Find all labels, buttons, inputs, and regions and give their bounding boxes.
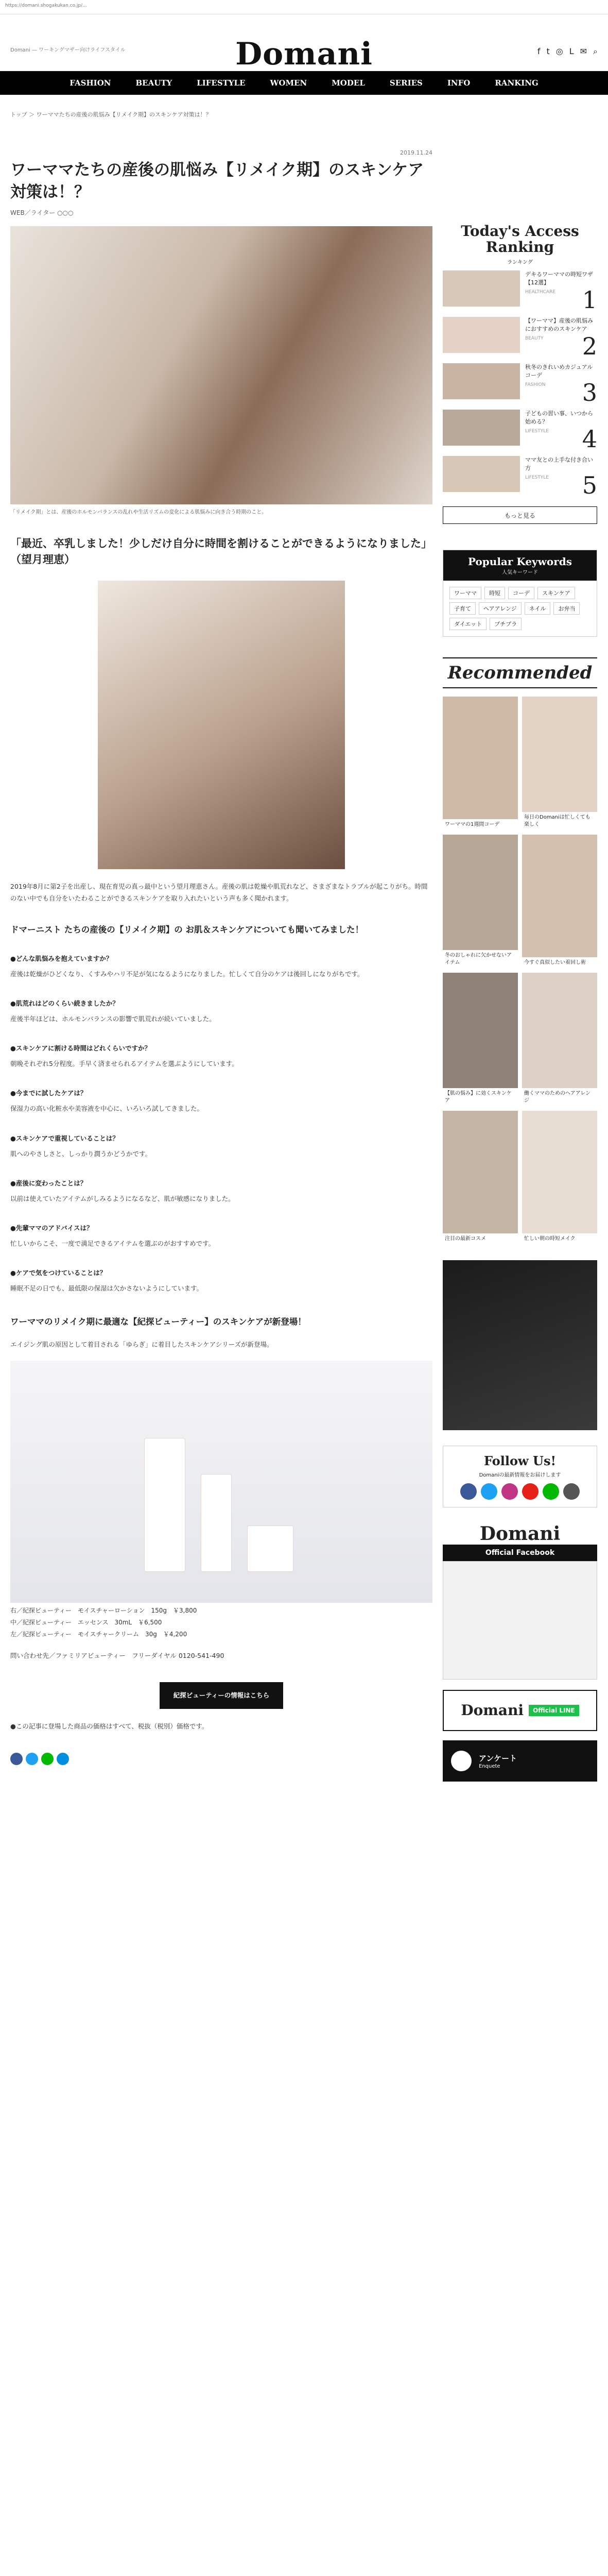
ranking-subtitle: ランキング: [507, 259, 533, 265]
qa-answer: 肌へのやさしさと、しっかり潤うかどうかです。: [10, 1149, 152, 1158]
mail-icon[interactable]: [563, 1483, 580, 1500]
recommended-text: 注目の最新コスメ: [443, 1233, 518, 1245]
portrait-photo: [98, 581, 345, 869]
recommended-card[interactable]: [522, 835, 597, 969]
product-photo: [10, 1361, 432, 1603]
ranking-number: 5: [582, 471, 597, 499]
article-title: ワーママたちの産後の肌悩み【リメイク期】のスキンケア対策は！？: [10, 161, 424, 202]
keywords-title: Popular Keywords: [467, 555, 572, 568]
product-bottle: [201, 1474, 232, 1572]
qa-item: [10, 1268, 432, 1294]
facebook-icon[interactable]: f: [537, 46, 541, 56]
browser-url: https://domani.shogakukan.co.jp/...: [0, 0, 608, 14]
ranking-thumb: [443, 363, 520, 399]
popular-keywords: [443, 550, 597, 637]
ranking-title: Today's Access Ranking: [461, 223, 579, 256]
article-writer: WEB／ライター ○○○: [10, 209, 74, 216]
breadcrumb[interactable]: トップ ＞ ワーママたちの産後の肌悩み【リメイク期】のスキンケア対策は！？: [10, 111, 212, 118]
nav-model[interactable]: MODEL: [332, 78, 365, 88]
qa-answer: 産後半年ほどは、ホルモンバランスの影響で肌荒れが続いていました。: [10, 1015, 216, 1023]
line-banner-label: Official LINE: [529, 1705, 579, 1716]
keyword-tag[interactable]: ネイル: [525, 602, 551, 615]
ranking-number: 1: [582, 285, 597, 314]
qa-item: [10, 998, 432, 1025]
twitter-icon[interactable]: t: [546, 46, 550, 56]
product-bottle: [247, 1526, 293, 1572]
follow-us: [443, 1446, 597, 1507]
enquete-subtitle: Enquete: [479, 1763, 500, 1769]
ranking-more-button[interactable]: もっと見る: [443, 506, 597, 524]
recommended-card[interactable]: [443, 697, 518, 831]
product-intro: エイジング肌の原因として着目される「ゆらぎ」に着目したスキンケアシリーズが新登場。: [10, 1341, 273, 1349]
youtube-icon[interactable]: [522, 1483, 538, 1500]
product-item: 左／紀探ビューティー モイスチャークリーム 30g ￥4,200: [10, 1631, 187, 1638]
header-social-icons: [537, 46, 598, 57]
product-item: 中／紀探ビューティー エッセンス 30mL ￥6,500: [10, 1619, 162, 1626]
site-tagline: Domani — ワーキングマザー向けライフスタイル: [10, 47, 126, 53]
ranking-text: 子どもの習い事、いつから始める？: [525, 410, 593, 426]
ranking-thumb: [443, 410, 520, 446]
enquete-title: アンケート: [479, 1753, 517, 1763]
keyword-tag[interactable]: ダイエット: [449, 618, 487, 630]
qa-item: [10, 954, 432, 980]
facebook-widget: [443, 1523, 597, 1680]
ranking-item[interactable]: [443, 312, 597, 358]
qa-question: ●肌荒れはどのくらい続きましたか？: [10, 999, 119, 1008]
ranking-thumb: [443, 270, 520, 307]
qa-item: [10, 1088, 432, 1114]
product-bottle: [144, 1438, 185, 1572]
keyword-list: [443, 581, 597, 636]
keywords-header: [443, 550, 597, 581]
instagram-icon[interactable]: ◎: [555, 46, 563, 56]
search-icon[interactable]: ⌕: [593, 46, 598, 56]
product-info-button[interactable]: 紀探ビューティーの情報はこちら: [160, 1682, 283, 1709]
recommended-text: 毎日のDomaniは忙しくても楽しく: [522, 812, 597, 831]
facebook-widget-logo: Domani: [479, 1522, 561, 1545]
recommended-card[interactable]: [522, 1111, 597, 1245]
mail-icon[interactable]: ✉: [580, 46, 587, 56]
qa-question: ●スキンケアに割ける時間はどれくらいですか？: [10, 1044, 151, 1053]
qa-item: [10, 1133, 432, 1160]
ranking-number: 4: [582, 425, 597, 453]
follow-title: Follow Us!: [484, 1453, 556, 1468]
line-banner[interactable]: [443, 1690, 597, 1731]
recommended-card[interactable]: [443, 1111, 518, 1245]
ranking-text: デキるワーママの時短ワザ【12選】: [525, 270, 593, 286]
recommended-grid: [443, 697, 597, 1245]
qa-item: [10, 1178, 432, 1205]
recommended-text: 【肌の悩み】に効くスキンケア: [443, 1088, 518, 1107]
keyword-tag[interactable]: ヘアアレンジ: [479, 602, 522, 615]
keyword-tag[interactable]: プチプラ: [490, 618, 522, 630]
recommended-title: Recommended: [443, 657, 597, 688]
ranking-category: LIFESTYLE: [525, 428, 549, 434]
line-banner-logo: Domani: [461, 1702, 524, 1719]
keyword-tag[interactable]: お弁当: [553, 602, 580, 615]
sidebar: [443, 208, 597, 1782]
ranking-text: 秋冬のきれいめカジュアルコーデ: [525, 363, 593, 379]
qa-answer: 朝晩それぞれ5分程度。手早く済ませられるアイテムを選ぶようにしています。: [10, 1060, 238, 1068]
section-heading: ドマーニスト たちの産後の【リメイク期】の お肌＆スキンケアについても聞いてみました！: [10, 925, 364, 935]
hero-photo: [10, 226, 432, 504]
facebook-widget-bar: Official Facebook: [443, 1545, 597, 1561]
recommended-card[interactable]: [443, 973, 518, 1107]
keywords-subtitle: 人気キーワード: [502, 569, 538, 575]
qa-item: [10, 1043, 432, 1070]
qa-answer: 保湿力の高い化粧水や美容液を中心に、いろいろ試してきました。: [10, 1105, 204, 1113]
instagram-icon[interactable]: [501, 1483, 518, 1500]
article: [10, 95, 432, 1765]
follow-icons: [450, 1483, 589, 1500]
qa-question: ●先輩ママのアドバイスは？: [10, 1224, 93, 1232]
nav-info[interactable]: INFO: [447, 78, 471, 88]
hero-caption: 「リメイク期」とは、産後のホルモンバランスの乱れや生活リズムの変化による肌悩みに向き合う時期のこと。: [10, 509, 267, 515]
recommended-card[interactable]: [522, 697, 597, 831]
ranking-category: HEALTHCARE: [525, 289, 556, 295]
qa-question: ●今までに試したケアは？: [10, 1089, 87, 1097]
qa-answer: 以前は使えていたアイテムがしみるようになるなど、肌が敏感になりました。: [10, 1194, 235, 1202]
twitter-icon[interactable]: [481, 1483, 497, 1500]
recommended-card[interactable]: [522, 973, 597, 1107]
ranking-thumb: [443, 456, 520, 492]
interview-quote: 「最近、卒乳しました！少しだけ自分に時間を割けることができるようになりました」（望月理恵）: [10, 537, 432, 566]
keyword-tag[interactable]: 子育て: [449, 602, 476, 615]
qa-answer: 産後は乾燥がひどくなり、くすみやハリ不足が気になるようになりました。忙しくて自分のケアは後回しになりがちです。: [10, 970, 364, 978]
facebook-widget-body[interactable]: [443, 1561, 597, 1680]
recommended-text: 忙しい朝の時短メイク: [522, 1233, 597, 1245]
nav-series[interactable]: SERIES: [389, 78, 423, 88]
recommended-card[interactable]: [443, 835, 518, 969]
ranking-text: ママ友との上手な付き合い方: [525, 456, 593, 472]
nav-women[interactable]: WOMEN: [270, 78, 307, 88]
qa-question: ●スキンケアで重視していることは？: [10, 1134, 119, 1142]
ranking-thumb: [443, 317, 520, 353]
facebook-icon[interactable]: [460, 1483, 477, 1500]
twitter-share-icon[interactable]: [26, 1753, 38, 1765]
ranking-category: BEAUTY: [525, 335, 544, 341]
recommended-text: 冬のおしゃれに欠かせないアイテム: [443, 950, 518, 969]
enquete-icon: [451, 1751, 472, 1771]
ranking-item[interactable]: [443, 265, 597, 312]
qa-item: [10, 1223, 432, 1249]
nav-fashion[interactable]: FASHION: [70, 78, 111, 88]
recommended-text: 働くママのためのヘアアレンジ: [522, 1088, 597, 1107]
ranking-number: 3: [582, 378, 597, 406]
main-nav: [0, 71, 608, 95]
keyword-tag[interactable]: スキンケア: [537, 587, 575, 599]
product-heading: ワーママのリメイク期に最適な【紀探ビューティー】のスキンケアが新登場！: [10, 1317, 306, 1327]
nav-lifestyle[interactable]: LIFESTYLE: [197, 78, 246, 88]
follow-subtitle: Domaniの最新情報をお届けします: [479, 1472, 561, 1478]
nav-ranking[interactable]: RANKING: [495, 78, 538, 88]
keyword-tag[interactable]: 時短: [484, 587, 505, 599]
qa-answer: 忙しいからこそ、一度で満足できるアイテムを選ぶのがおすすめです。: [10, 1239, 215, 1247]
facebook-share-icon[interactable]: [10, 1753, 23, 1765]
ranking-number: 2: [582, 332, 597, 360]
price-footnote: ●この記事に登場した商品の価格はすべて、税抜（税別）価格です。: [10, 1722, 209, 1731]
recommended-text: ワーママの1週間コーデ: [443, 819, 518, 831]
line-icon[interactable]: [543, 1483, 559, 1500]
ranking-text: 【ワーママ】産後の肌悩みにおすすめのスキンケア: [525, 317, 593, 333]
ranking-block: [443, 224, 597, 524]
qa-question: ●産後に変わったことは？: [10, 1179, 87, 1187]
intro-paragraph: 2019年8月に第2子を出産し、現在育児の真っ最中という望月理恵さん。産後の肌は乾燥や肌荒れなど、さまざまなトラブルが起こりがち。時間のない中でも自分をいたわることができるスキンケアを取り入れたいという声も多く聞かれます。: [10, 882, 428, 902]
hatena-share-icon[interactable]: [57, 1753, 69, 1765]
share-buttons: [10, 1753, 432, 1765]
site-logo[interactable]: Domani: [235, 36, 373, 72]
site-header: [0, 14, 608, 71]
qa-question: ●どんな肌悩みを抱えていますか？: [10, 955, 113, 963]
keyword-tag[interactable]: ワーママ: [449, 587, 481, 599]
keyword-tag[interactable]: コーデ: [508, 587, 534, 599]
nav-beauty[interactable]: BEAUTY: [135, 78, 172, 88]
qa-question: ●ケアで気をつけていることは？: [10, 1268, 107, 1277]
ranking-item[interactable]: [443, 358, 597, 404]
enquete-banner[interactable]: [443, 1740, 597, 1782]
line-icon[interactable]: L: [569, 46, 574, 56]
contact-note: 問い合わせ先／ファミリアビューティー フリーダイヤル 0120-541-490: [10, 1652, 224, 1660]
product-item: 右／紀探ビューティー モイスチャーローション 150g ￥3,800: [10, 1607, 197, 1615]
ranking-item[interactable]: [443, 404, 597, 451]
ranking-category: FASHION: [525, 382, 546, 387]
article-date: 2019.11.24: [400, 149, 432, 156]
recommended-text: 今すぐ真似したい着回し術: [522, 957, 597, 969]
qa-answer: 睡眠不足の日でも、最低限の保湿は欠かさないようにしています。: [10, 1284, 203, 1292]
ranking-category: LIFESTYLE: [525, 474, 549, 480]
line-share-icon[interactable]: [41, 1753, 54, 1765]
magazine-ad[interactable]: [443, 1260, 597, 1430]
ranking-item[interactable]: [443, 451, 597, 497]
